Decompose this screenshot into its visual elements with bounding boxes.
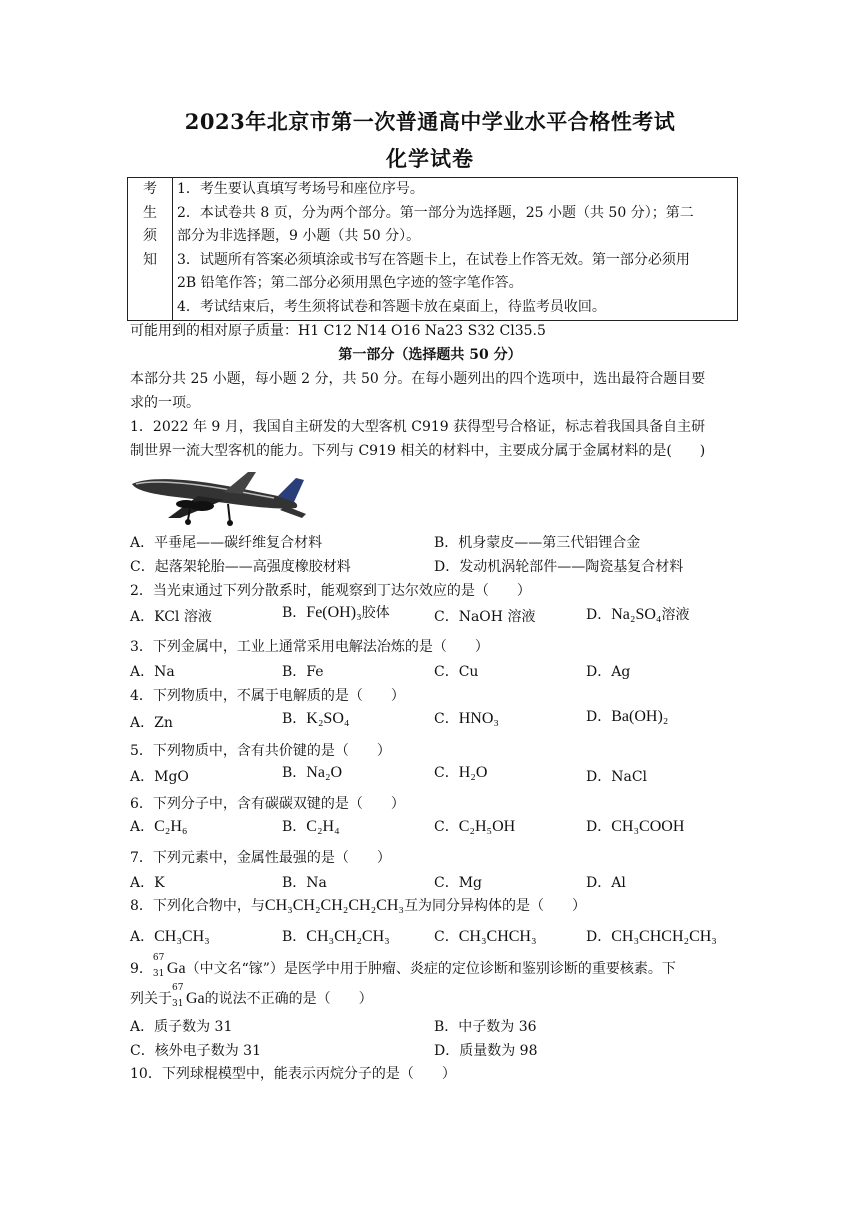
- stem-text: 的说法不正确的是（ ）: [204, 991, 373, 1007]
- stem-text: 8．下列化合物中，与: [130, 898, 265, 914]
- option-c: [434, 816, 515, 836]
- airplane-image: [128, 462, 308, 526]
- notice-item: 3．试题所有答案必须填涂或书写在答题卡上，在试卷上作答无效。第一部分必须用: [177, 251, 690, 268]
- notice-side-char: 知: [143, 251, 157, 268]
- chemical-formula: HNO₃: [458, 710, 499, 727]
- atomic-masses-line: 可能用到的相对原子质量：H1 C12 N14 O16 Na23 S32 Cl35.5: [130, 323, 546, 339]
- exam-subtitle: 化学试卷: [386, 146, 474, 171]
- option-c: [434, 708, 499, 728]
- option-a: A．质子数为 31: [130, 1019, 233, 1035]
- option-b: B．Na: [282, 875, 327, 891]
- question-stem: 10．下列球棍模型中，能表示丙烷分子的是（ ）: [130, 1066, 456, 1082]
- option-b: [282, 708, 349, 728]
- option-d: [586, 604, 690, 624]
- isotope-atomic-number: 31: [172, 999, 184, 1009]
- option-a: A．MgO: [130, 769, 189, 785]
- stem-text: （中文名“镓”）是医学中用于肿瘤、炎症的定位诊断和鉴别诊断的重要核素。下: [185, 961, 676, 977]
- option-label: C．: [434, 819, 459, 835]
- chemical-formula: CH₃CH₂CH₂CH₂CH₃: [264, 897, 404, 914]
- question-stem: [130, 953, 676, 979]
- chemical-formula: CH₃CH₂CH₃: [306, 928, 390, 945]
- option-b: B．Fe: [282, 664, 324, 680]
- option-c: C．核外电子数为 31: [130, 1043, 261, 1059]
- option-label: C．: [434, 929, 459, 945]
- option-a: A．KCl 溶液: [130, 609, 212, 625]
- option-suffix: 胶体: [361, 605, 390, 621]
- option-d: D．Ag: [586, 664, 631, 680]
- option-label: A．: [130, 929, 155, 945]
- option-d: [586, 816, 684, 836]
- isotope-symbol: Ga: [186, 990, 205, 1007]
- notice-side-char: 考: [143, 181, 157, 197]
- notice-item: 2．本试卷共 8 页，分为两个部分。第一部分为选择题，25 小题（共 50 分）；第二: [177, 204, 694, 221]
- option-a: A．K: [130, 875, 165, 891]
- isotope-mass-number: 67: [172, 983, 184, 993]
- notice-items: [173, 178, 738, 321]
- question-stem: [130, 983, 373, 1009]
- option-c: C．Cu: [434, 664, 479, 680]
- option-d: D．Al: [586, 875, 626, 891]
- stem-text: 互为同分异构体的是（ ）: [403, 898, 586, 914]
- option-d: D．发动机涡轮部件——陶瓷基复合材料: [434, 559, 684, 575]
- chemical-formula: K₂SO₄: [306, 710, 350, 727]
- option-label: D．: [586, 929, 612, 945]
- option-b: [282, 602, 390, 622]
- chemical-formula: CH₃COOH: [611, 818, 685, 835]
- option-label: C．: [434, 765, 459, 781]
- chemical-formula: C₂H₅OH: [458, 818, 516, 835]
- option-label: D．: [586, 709, 612, 725]
- option-b: [282, 926, 390, 946]
- option-a: A．Na: [130, 664, 175, 680]
- notice-item: 1．考生要认真填写考场号和座位序号。: [177, 181, 424, 197]
- option-label: B．: [282, 605, 307, 621]
- notice-side-char: 生: [143, 204, 157, 221]
- question-stem: 1．2022 年 9 月，我国自主研发的大型客机 C919 获得型号合格证，标志着我国具备自主研: [130, 419, 706, 435]
- option-label: D．: [586, 819, 612, 835]
- chemical-formula: Na₂O: [306, 764, 343, 781]
- option-b: B．中子数为 36: [434, 1019, 537, 1035]
- notice-item: 4．考试结束后，考生须将试卷和答题卡放在桌面上，待监考员收回。: [177, 298, 606, 315]
- option-c: C．起落架轮胎——高强度橡胶材料: [130, 559, 351, 575]
- part1-title: 第一部分（选择题共 50 分）: [338, 347, 522, 363]
- chemical-formula: CH₃CHCH₃: [458, 928, 537, 945]
- part1-intro: 本部分共 25 小题，每小题 2 分，共 50 分。在每小题列出的四个选项中，选出最符合题目要: [130, 371, 706, 387]
- notice-item: 2B 铅笔作答；第二部分必须用黑色字迹的签字笔作答。: [177, 275, 523, 292]
- question-stem: 制世界一流大型客机的能力。下列与 C919 相关的材料中，主要成分属于金属材料的是( ): [130, 443, 706, 459]
- option-a: [130, 816, 188, 836]
- option-d: D．NaCl: [586, 769, 648, 785]
- question-stem: 5．下列物质中，含有共价键的是（ ）: [130, 743, 391, 759]
- option-label: B．: [282, 711, 307, 727]
- option-a: A．Zn: [130, 715, 173, 731]
- option-b: [282, 816, 340, 836]
- option-suffix: 溶液: [661, 607, 690, 623]
- question-stem: 4．下列物质中，不属于电解质的是（ ）: [130, 688, 405, 704]
- option-label: D．: [586, 607, 612, 623]
- isotope-symbol: Ga: [166, 960, 186, 977]
- chemical-formula: CH₃CHCH₂CH₃: [611, 928, 717, 945]
- notice-side-char: 须: [143, 228, 157, 245]
- option-a: A．平垂尾——碳纤维复合材料: [130, 535, 323, 551]
- part1-intro: 求的一项。: [130, 395, 200, 411]
- option-label: C．: [434, 711, 459, 727]
- question-stem: 3．下列金属中，工业上通常采用电解法冶炼的是（ ）: [130, 639, 489, 655]
- isotope-notation: [152, 953, 167, 979]
- question-stem: 2．当光束通过下列分散系时，能观察到丁达尔效应的是（ ）: [130, 583, 531, 599]
- notice-side-label: [128, 178, 173, 321]
- isotope-notation: [172, 983, 186, 1009]
- option-label: B．: [282, 765, 307, 781]
- chemical-formula: C₂H₆: [154, 818, 188, 835]
- chemical-formula: CH₃CH₃: [154, 928, 210, 945]
- option-d: [586, 706, 668, 726]
- notice-item: 部分为非选择题，9 小题（共 50 分）。: [177, 228, 421, 245]
- option-c: [434, 926, 537, 946]
- option-b: [282, 762, 342, 782]
- chemical-formula: H₂O: [458, 764, 488, 781]
- chemical-formula: C₂H₄: [306, 818, 340, 835]
- option-c: [434, 762, 487, 782]
- option-d: [586, 926, 717, 946]
- chemical-formula: Na₂SO₄: [611, 606, 662, 623]
- notice-table: [127, 177, 738, 321]
- option-a: [130, 926, 210, 946]
- question-stem: 7．下列元素中，金属性最强的是（ ）: [130, 850, 391, 866]
- option-label: A．: [130, 819, 155, 835]
- exam-title: 2023年北京市第一次普通高中学业水平合格性考试: [184, 109, 676, 134]
- stem-text: 列关于: [130, 991, 172, 1007]
- option-c: C．Mg: [434, 875, 483, 891]
- option-b: B．机身蒙皮——第三代铝锂合金: [434, 535, 641, 551]
- isotope-mass-number: 67: [152, 953, 165, 963]
- chemical-formula: Fe(OH)₃: [306, 604, 362, 621]
- question-stem: [130, 895, 586, 915]
- chemical-formula: Ba(OH)₂: [611, 708, 669, 725]
- option-label: B．: [282, 929, 307, 945]
- isotope-atomic-number: 31: [152, 969, 165, 979]
- question-number: 9．: [130, 961, 153, 977]
- question-stem: 6．下列分子中，含有碳碳双键的是（ ）: [130, 796, 405, 812]
- option-c: C．NaOH 溶液: [434, 609, 536, 625]
- option-d: D．质量数为 98: [434, 1043, 538, 1059]
- option-label: B．: [282, 819, 307, 835]
